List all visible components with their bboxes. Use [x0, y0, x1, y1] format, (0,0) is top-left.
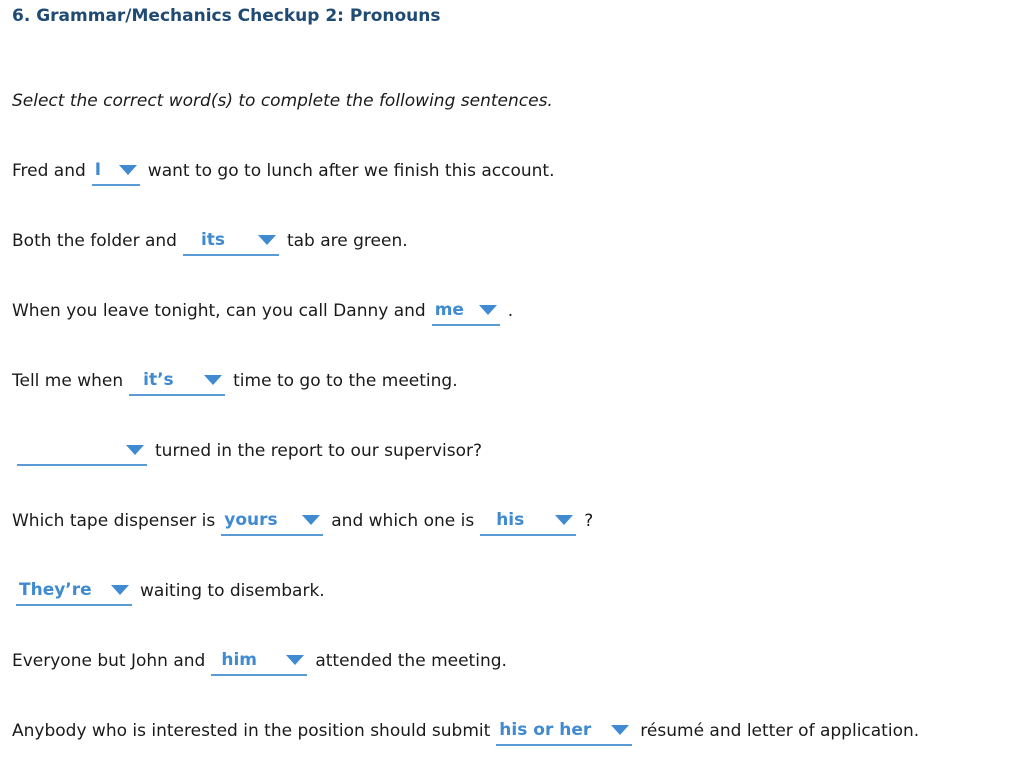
question-4: [12, 368, 458, 396]
question-6-middle: and which one is: [331, 511, 475, 531]
chevron-down-icon: [555, 515, 573, 525]
question-6-dropdown-1[interactable]: [221, 510, 323, 536]
question-9-selected: his or her: [499, 720, 592, 740]
question-9-before: Anybody who is interested in the position should submit: [12, 721, 491, 741]
chevron-down-icon: [479, 305, 497, 315]
chevron-down-icon: [258, 235, 276, 245]
question-3-before: When you leave tonight, can you call Danny and: [12, 301, 426, 321]
question-4-dropdown[interactable]: [129, 370, 225, 396]
chevron-down-icon: [111, 585, 129, 595]
chevron-down-icon: [611, 725, 629, 735]
question-9-dropdown[interactable]: [496, 720, 632, 746]
question-6-selected-1: yours: [224, 510, 278, 530]
question-2-before: Both the folder and: [12, 231, 177, 251]
question-2-selected: its: [200, 230, 226, 250]
page-title: 6. Grammar/Mechanics Checkup 2: Pronouns: [12, 6, 441, 26]
question-6-after: ?: [584, 511, 594, 531]
question-6-before: Which tape dispenser is: [12, 511, 216, 531]
question-8-selected: him: [221, 650, 257, 670]
question-4-before: Tell me when: [12, 371, 124, 391]
instructions: Select the correct word(s) to complete the following sentences.: [12, 91, 553, 111]
question-1-selected: I: [94, 160, 102, 180]
question-5: [17, 438, 482, 466]
question-9-after: résumé and letter of application.: [640, 721, 920, 741]
question-3: [12, 298, 513, 326]
question-1-after: want to go to lunch after we finish this account.: [147, 161, 555, 181]
question-7-dropdown[interactable]: [16, 580, 132, 606]
question-8-before: Everyone but John and: [12, 651, 206, 671]
chevron-down-icon: [302, 515, 320, 525]
question-1-dropdown[interactable]: [92, 160, 140, 186]
question-7-after: waiting to disembark.: [140, 581, 325, 601]
question-9: [12, 718, 919, 746]
question-7: [14, 578, 325, 606]
question-5-after: turned in the report to our supervisor?: [155, 441, 483, 461]
question-2: [12, 228, 408, 256]
question-1-before: Fred and: [12, 161, 86, 181]
question-8: [12, 648, 507, 676]
question-6: [12, 508, 593, 536]
chevron-down-icon: [126, 445, 144, 455]
question-6-selected-2: his: [496, 510, 525, 530]
question-2-after: tab are green.: [286, 231, 408, 251]
chevron-down-icon: [119, 165, 137, 175]
question-3-dropdown[interactable]: [432, 300, 500, 326]
chevron-down-icon: [286, 655, 304, 665]
question-8-dropdown[interactable]: [211, 650, 307, 676]
question-2-dropdown[interactable]: [183, 230, 279, 256]
question-5-dropdown[interactable]: [17, 440, 147, 466]
question-3-selected: me: [434, 300, 464, 320]
question-4-selected: it’s: [143, 370, 174, 390]
chevron-down-icon: [204, 375, 222, 385]
question-6-dropdown-2[interactable]: [480, 510, 576, 536]
question-4-after: time to go to the meeting.: [233, 371, 458, 391]
question-7-selected: They’re: [19, 580, 92, 600]
question-8-after: attended the meeting.: [315, 651, 507, 671]
question-3-after: .: [507, 301, 514, 321]
question-1: [12, 158, 554, 186]
